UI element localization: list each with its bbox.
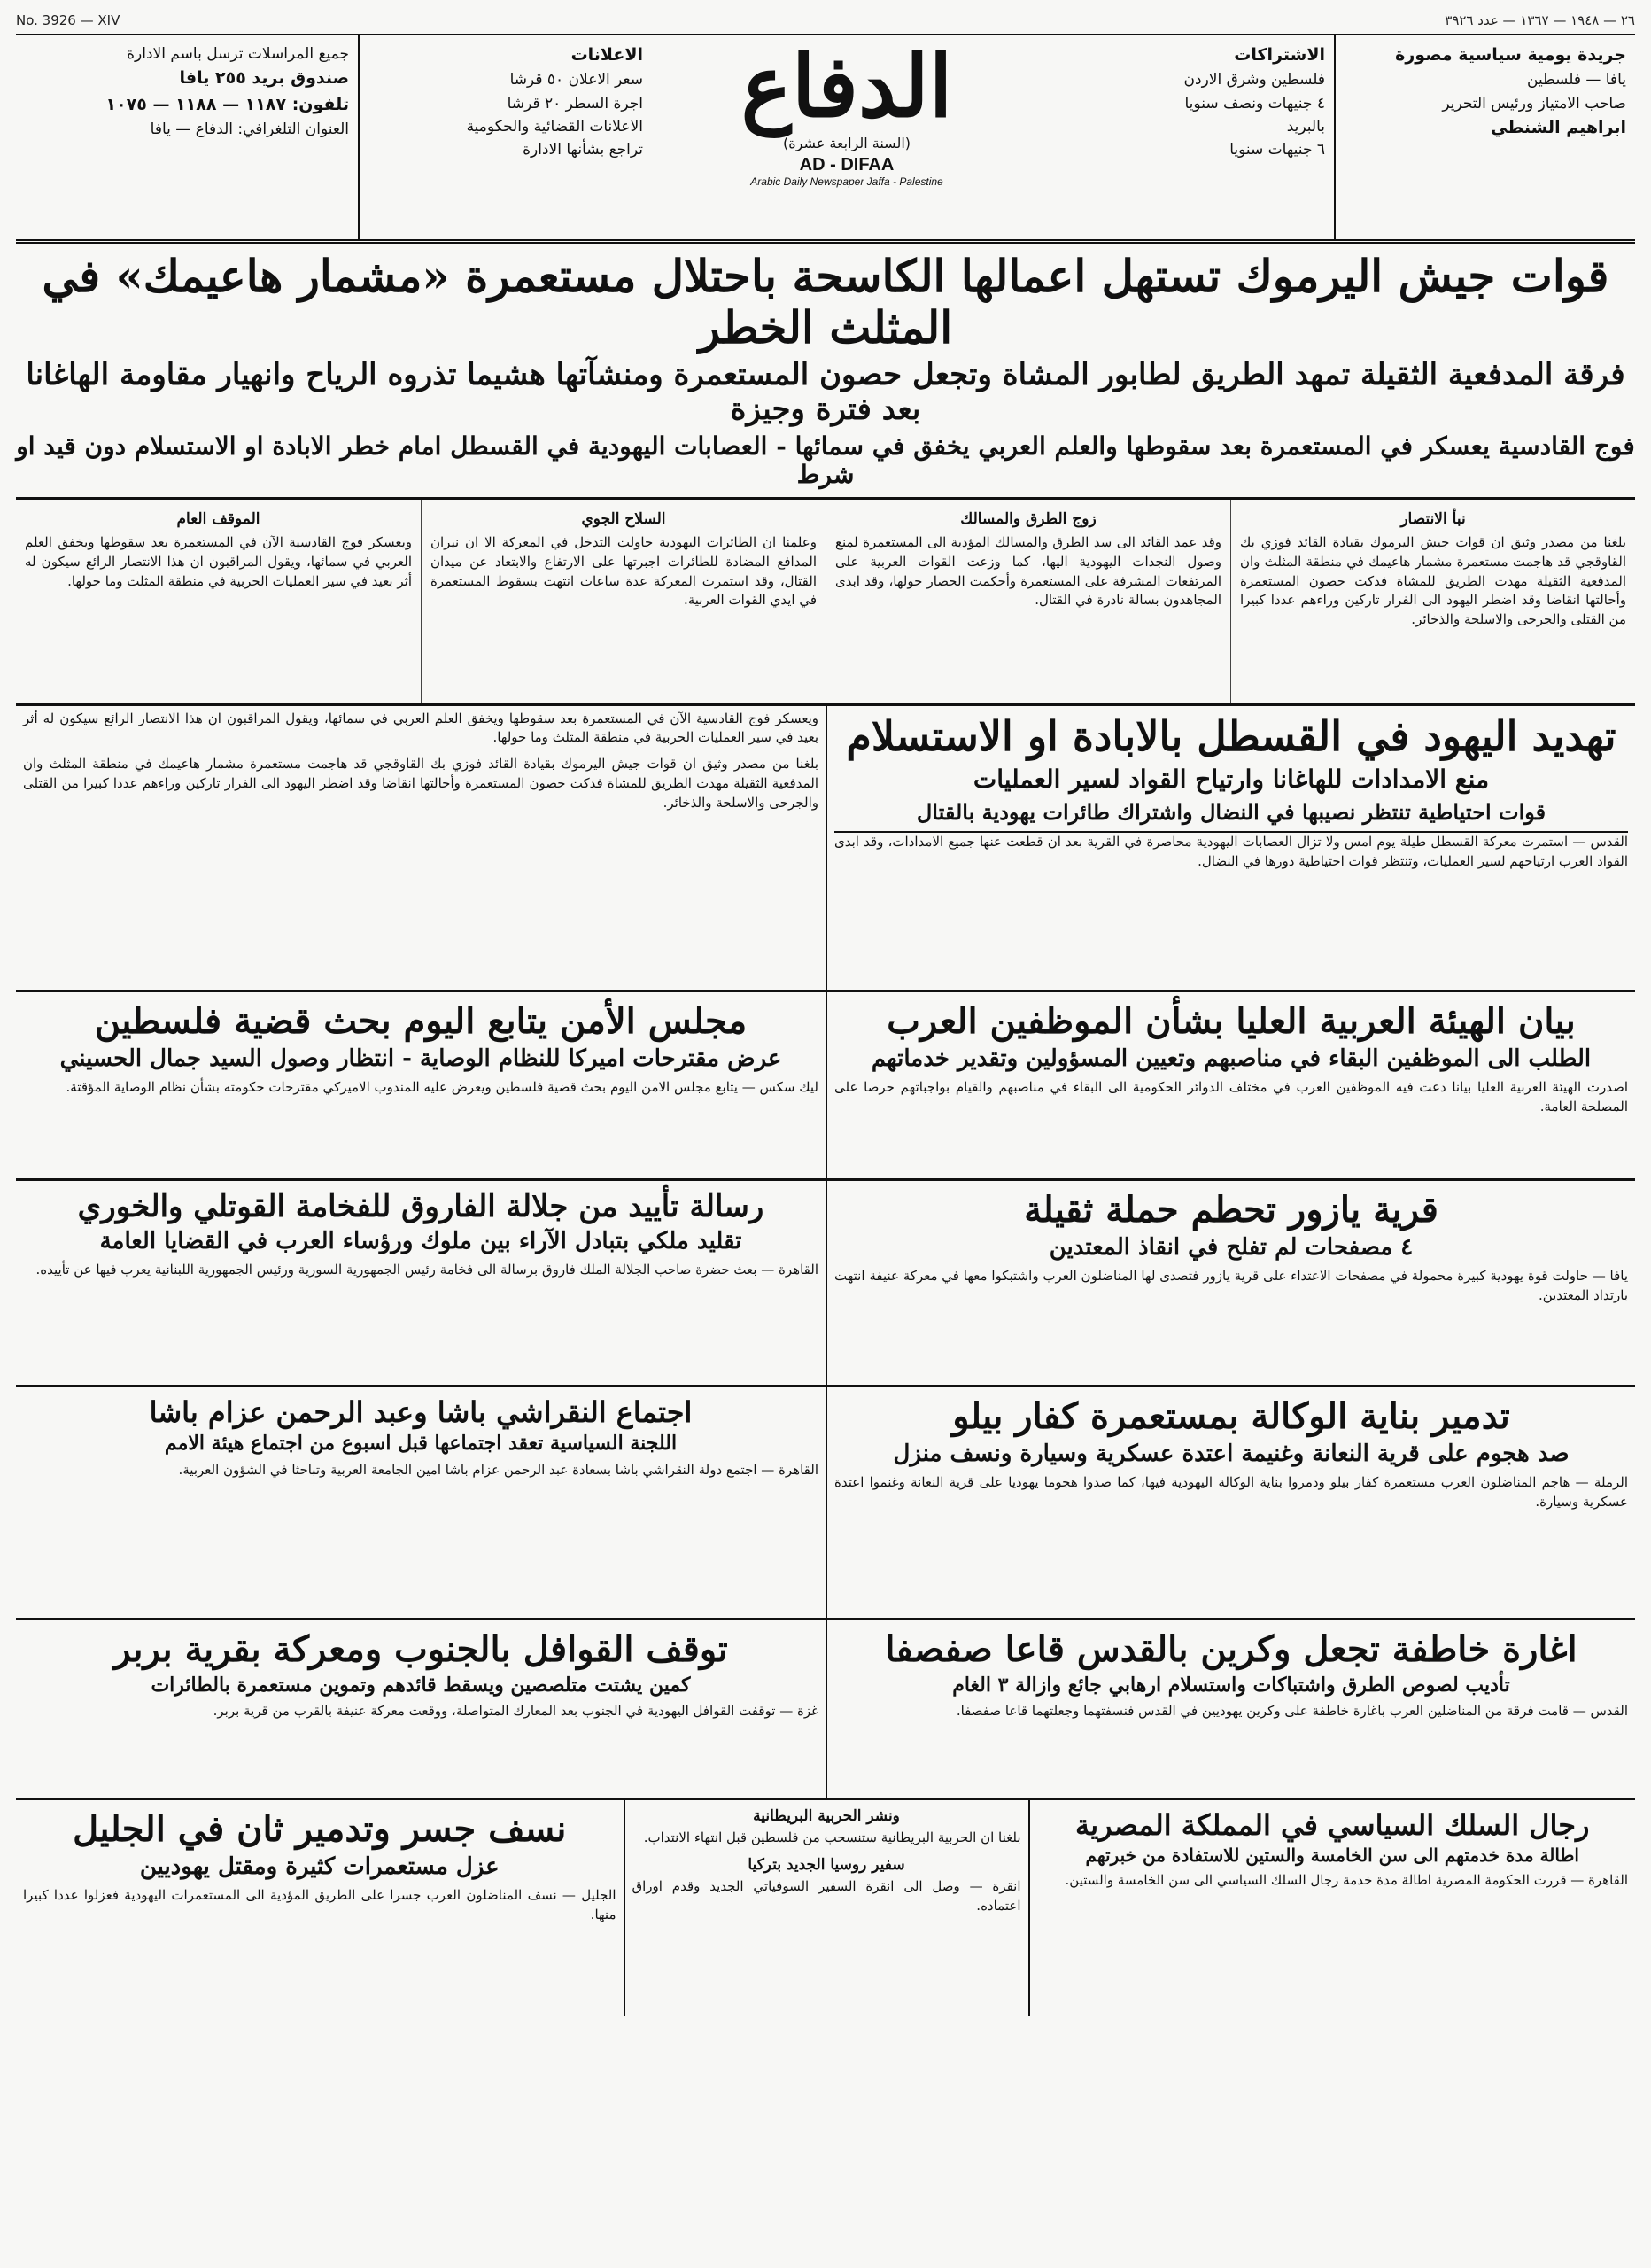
subscriptions-post-price: ٦ جنيهات سنويا [1229, 141, 1325, 159]
ads-line-price: اجرة السطر ٢٠ قرشا [507, 94, 643, 113]
british-navy-text: بلغنا ان الحربية البريطانية ستنسحب من فلسطين قبل انتهاء الانتداب. [643, 1829, 1021, 1845]
lead-continued [16, 706, 826, 990]
logo-year: (السنة الرابعة عشرة) [782, 135, 911, 151]
bottom-row [16, 1800, 1635, 2016]
lead-headline: قوات جيش اليرموك تستهل اعمالها الكاسحة باحتلال مستعمرة «مشمار هاعيمك» في المثلث الخطر [42, 250, 1609, 353]
qastal-text: القدس — استمرت معركة القسطل طيلة يوم امس ولا تزال العصابات اليهودية محاصرة في القرية بعد ان قطعت عنها جميع الامدادات، وقد ابدى القواد العرب ارتياحهم لسير العمليات، وتنتظر قوات احتياطية دورها في النضال. [834, 833, 1628, 869]
yazur-text: يافا — حاولت قوة يهودية كبيرة محمولة في مصفحات الاعتداء على قرية يازور فتصدى لها المناضلون العرب واشتبكوا معها في معركة عنيفة انتهت بارتداد المعتدين. [834, 1267, 1628, 1303]
egypt-diplomats-subheadline: اطالة مدة خدمتهم الى سن الخامسة والستين للاستفادة من خبرتهم [1085, 1845, 1579, 1867]
soviet-envoy-text: انقرة — وصل الى انقرة السفير السوفياتي الجديد وقدم اوراق اعتماده. [632, 1878, 1021, 1915]
faruq-headline: رسالة تأييد من جلالة الفاروق للفخامة القوتلي والخوري [77, 1188, 764, 1224]
raid-text: القدس — قامت فرقة من المناضلين العرب باغارة خاطفة على وكرين يهوديين في القدس فنسفتهما وجعلتهما قاعا صفصفا. [956, 1702, 1628, 1719]
lead-column [1230, 500, 1635, 703]
logo-latin: AD - DIFAA [799, 155, 895, 175]
lead-continued-text: ويعسكر فوج القادسية الآن في المستعمرة بعد سقوطها ويخفق العلم العربي في سمائها، ويقول المراقبون ان هذا الانتصار الرائع سيكون له أثر بعيد في سير العمليات الحربية في منطقة المثلث وما حولها. [23, 710, 818, 746]
column-subhead: نبأ الانتصار [1400, 509, 1466, 528]
subscriptions-post: بالبريد [1286, 118, 1325, 136]
convoys-story [16, 1620, 826, 1798]
egypt-diplomats-headline: رجال السلك السياسي في المملكة المصرية [1075, 1807, 1590, 1842]
convoys-headline: توقف القوافل بالجنوب ومعركة بقرية بربر [113, 1627, 728, 1670]
arab-committee-text: اصدرت الهيئة العربية العليا بيانا دعت فيه الموظفين العرب في مختلف الدوائر الحكومية الى البقاء في مناصبهم والقيام بواجباتهم حرصا على المصلحة العامة. [834, 1078, 1628, 1115]
qastal-row [16, 706, 1635, 992]
nuqrashi-headline: اجتماع النقراشي باشا وعبد الرحمن عزام باشا [149, 1394, 693, 1429]
contact-pobox: صندوق بريد ٢٥٥ يافا [179, 68, 349, 89]
newspaper-logo: الدفاع [740, 36, 953, 136]
british-navy-headline: ونشر الحربية البريطانية [753, 1806, 900, 1825]
contact-box [32, 35, 360, 239]
security-council-text: ليك سكس — يتابع مجلس الامن اليوم بحث قضية فلسطين ويعرض عليه المندوب الاميركي مقترحات حكومته بشأن نظام الوصاية المؤقتة. [66, 1078, 818, 1095]
masthead [16, 35, 1635, 244]
qastal-story [826, 706, 1635, 990]
column-subhead: السلاح الجوي [581, 509, 666, 528]
lead-column [826, 500, 1230, 703]
soviet-envoy-headline: سفير روسيا الجديد بتركيا [748, 1856, 905, 1875]
contact-telegraph: العنوان التلغرافي: الدفاع — يافا [150, 120, 349, 139]
subscriptions-price: ٤ جنيهات ونصف سنويا [1184, 94, 1325, 113]
nuqrashi-story [16, 1387, 826, 1618]
lead-continued-text: بلغنا من مصدر وثيق ان قوات جيش اليرموك بقيادة القائد فوزي بك القاوقجي قد هاجمت مستعمرة مشمار هاعيمك في منطقة المثلث وان المدفعية الثقيلة مهدت الطريق للمشاة فدكت حصون المستعمرة وأحالتها انقاضا وقد اضطر اليهود الى الفرار تاركين وراءهم عددا كبيرا من القتلى والجرحى والاسلحة والذخائر. [23, 756, 818, 811]
briefs [624, 1800, 1028, 2016]
logo-box [652, 35, 1042, 239]
bilu-headline: تدمير بناية الوكالة بمستعمرة كفار بيلو [952, 1394, 1510, 1437]
galilee-headline: نسف جسر وتدمير ثان في الجليل [73, 1807, 567, 1850]
nuqrashi-subheadline: اللجنة السياسية تعقد اجتماعها قبل اسبوع من اجتماع هيئة الامم [164, 1432, 678, 1456]
qastal-subheadline: منع الامدادات للهاغانا وارتياح القواد لسير العمليات [973, 765, 1490, 795]
column-text: وقد عمد القائد الى سد الطرق والمسالك المؤدية الى المستعمرة لمنع وصول النجدات اليهودية اليها، كما وزعت القوات العربية على المرتفعات المشرفة على المستعمرة وأحكمت الحصار حولها، وقد ابدى المجاهدون بسالة نادرة في القتال. [835, 534, 1221, 609]
bilu-row [16, 1387, 1635, 1620]
ads-price: سعر الاعلان ٥٠ قرشا [509, 71, 643, 89]
ads-box [360, 35, 652, 239]
lead-deck: فوج القادسية يعسكر في المستعمرة بعد سقوطها والعلم العربي يخفق في سمائها - العصابات اليهودية في القسطل امام خطر الابادة او الاستسلام دون قيد او شرط [16, 429, 1635, 499]
subscriptions-label: الاشتراكات [1234, 45, 1325, 65]
lead-column [16, 500, 421, 703]
yazur-subheadline: ٤ مصفحات لم تفلح في انقاذ المعتدين [1049, 1233, 1414, 1261]
yazur-headline: قرية يازور تحطم حملة ثقيلة [1024, 1188, 1438, 1231]
council-row [16, 992, 1635, 1181]
galilee-story [16, 1800, 624, 2016]
security-council-story [16, 992, 826, 1178]
security-council-headline: مجلس الأمن يتابع اليوم بحث قضية فلسطين [94, 999, 748, 1042]
faruq-subheadline: تقليد ملكي بتبادل الآراء بين ملوك ورؤساء العرب في القضايا العامة [99, 1227, 742, 1254]
bilu-story [826, 1387, 1635, 1618]
lead-subheadline: فرقة المدفعية الثقيلة تمهد الطريق لطابور المشاة وتجعل حصون المستعمرة ومنشآتها هشيما تذروه الرياح وانهيار مقاومة الهاغانا بعد فترة وجيزة [26, 357, 1625, 428]
top-strip [16, 7, 1635, 35]
publisher-city: يافا — فلسطين [1527, 71, 1626, 89]
ads-contact: تراجع بشأنها الادارة [523, 141, 643, 159]
issue-info-left: No. 3926 — XIV [16, 12, 120, 28]
galilee-text: الجليل — نسف المناضلون العرب جسرا على الطريق المؤدية الى المستعمرات اليهودية فعزلوا عددا كبيرا منها. [23, 1886, 616, 1922]
bilu-subheadline: صد هجوم على قرية النعانة وغنيمة اعتدة عسكرية وسيارة ونسف منزل [893, 1440, 1570, 1467]
faruq-text: القاهرة — بعث حضرة صاحب الجلالة الملك فاروق برسالة الى فخامة رئيس الجمهورية السورية ورئيس الجمهورية اللبنانية يعرب فيها عن تأييده. [35, 1261, 818, 1278]
bilu-text: الرملة — هاجم المناضلون العرب مستعمرة كفار بيلو ودمروا بناية الوكالة اليهودية فيها، كما صدوا هجوما يهوديا على قرية النعانة وغنموا اعتدة عسكرية وسيارة. [834, 1473, 1628, 1510]
faruq-story [16, 1181, 826, 1385]
contact-mail: جميع المراسلات ترسل باسم الادارة [127, 45, 349, 63]
lead-story [16, 244, 1635, 706]
arab-committee-story [826, 992, 1635, 1178]
galilee-subheadline: عزل مستعمرات كثيرة ومقتل يهوديين [139, 1852, 500, 1880]
logo-tagline: Arabic Daily Newspaper Jaffa - Palestine [750, 175, 943, 188]
column-text: بلغنا من مصدر وثيق ان قوات جيش اليرموك بقيادة القائد فوزي بك القاوقجي قد هاجمت مستعمرة مشمار هاعيمك في منطقة المثلث وان المدفعية الثقيلة مهدت الطريق للمشاة فدكت حصون المستعمرة وأحالتها انقاضا وقد اضطر اليهود الى الفرار تاركين وراءهم عددا كبيرا من القتلى والجرحى والاسلحة والذخائر. [1240, 534, 1626, 628]
arab-committee-headline: بيان الهيئة العربية العليا بشأن الموظفين العرب [887, 999, 1576, 1042]
qastal-deck: قوات احتياطية تنتظر نصيبها في النضال واشتراك طائرات يهودية بالقتال [834, 800, 1628, 833]
column-text: وعلمنا ان الطائرات اليهودية حاولت التدخل في المعركة الا ان نيران المدافع المضادة للطائرات اجبرتها على الارتفاع والابتعاد عن ميدان القتال، وقد استمرت المعركة عدة ساعات انتهت بسقوط المستعمرة في ايدي القوات العربية. [430, 534, 817, 609]
raid-subheadline: تأديب لصوص الطرق واشتباكات واستسلام ارهابي جائع وازالة ٣ الغام [952, 1673, 1510, 1697]
lead-columns [16, 500, 1635, 706]
contact-phone: تلفون: ١١٨٧ — ١١٨٨ — ١٠٧٥ [105, 94, 349, 114]
yazur-row [16, 1181, 1635, 1387]
yazur-story [826, 1181, 1635, 1385]
column-text: ويعسكر فوج القادسية الآن في المستعمرة بعد سقوطها ويخفق العلم العربي في سمائها، ويقول المراقبون ان هذا الانتصار الرائع سيكون له أثر بعيد في سير العمليات الحربية في منطقة المثلث وما حولها. [25, 534, 412, 589]
egypt-diplomats-text: القاهرة — قررت الحكومة المصرية اطالة مدة خدمة رجال السلك السياسي الى سن الخامسة والستين. [1065, 1872, 1628, 1889]
qastal-headline: تهديد اليهود في القسطل بالابادة او الاستسلام [846, 711, 1616, 760]
raid-row [16, 1620, 1635, 1800]
subscriptions-box [1042, 35, 1334, 239]
publisher-name: ابراهيم الشنطي [1491, 118, 1626, 138]
lead-column [421, 500, 826, 703]
column-subhead: الموقف العام [176, 509, 260, 528]
publisher-box [1334, 35, 1635, 239]
convoys-subheadline: كمين يشتت متلصصين ويسقط قائدهم وتموين مستعمرة بالطائرات [151, 1673, 691, 1697]
subscriptions-region: فلسطين وشرق الاردن [1183, 71, 1325, 89]
raid-story [826, 1620, 1635, 1798]
ads-legal: الاعلانات القضائية والحكومية [466, 118, 643, 136]
ads-label: الاعلانات [570, 45, 643, 65]
publisher-line: جريدة يومية سياسية مصورة [1395, 45, 1626, 65]
column-subhead: زوج الطرق والمسالك [960, 509, 1097, 528]
nuqrashi-text: القاهرة — اجتمع دولة النقراشي باشا بسعادة عبد الرحمن عزام باشا امين الجامعة العربية وتباحثا في الشؤون العربية. [178, 1461, 818, 1478]
publisher-role: صاحب الامتياز ورئيس التحرير [1442, 94, 1626, 113]
raid-headline: اغارة خاطفة تجعل وكرين بالقدس قاعا صفصفا [885, 1627, 1577, 1670]
egypt-diplomats-story [1028, 1800, 1636, 2016]
issue-info-right: ٢٦ — ١٩٤٨ — ١٣٦٧ — عدد ٣٩٢٦ [1445, 12, 1635, 28]
arab-committee-subheadline: الطلب الى الموظفين البقاء في مناصبهم وتعيين المسؤولين وتقدير خدماتهم [871, 1045, 1592, 1072]
convoys-text: غزة — توقفت القوافل اليهودية في الجنوب بعد المعارك المتواصلة، ووقعت معركة عنيفة بالقرب من قرية بربر. [213, 1702, 818, 1719]
security-council-subheadline: عرض مقترحات اميركا للنظام الوصاية - انتظار وصول السيد جمال الحسيني [59, 1045, 782, 1072]
